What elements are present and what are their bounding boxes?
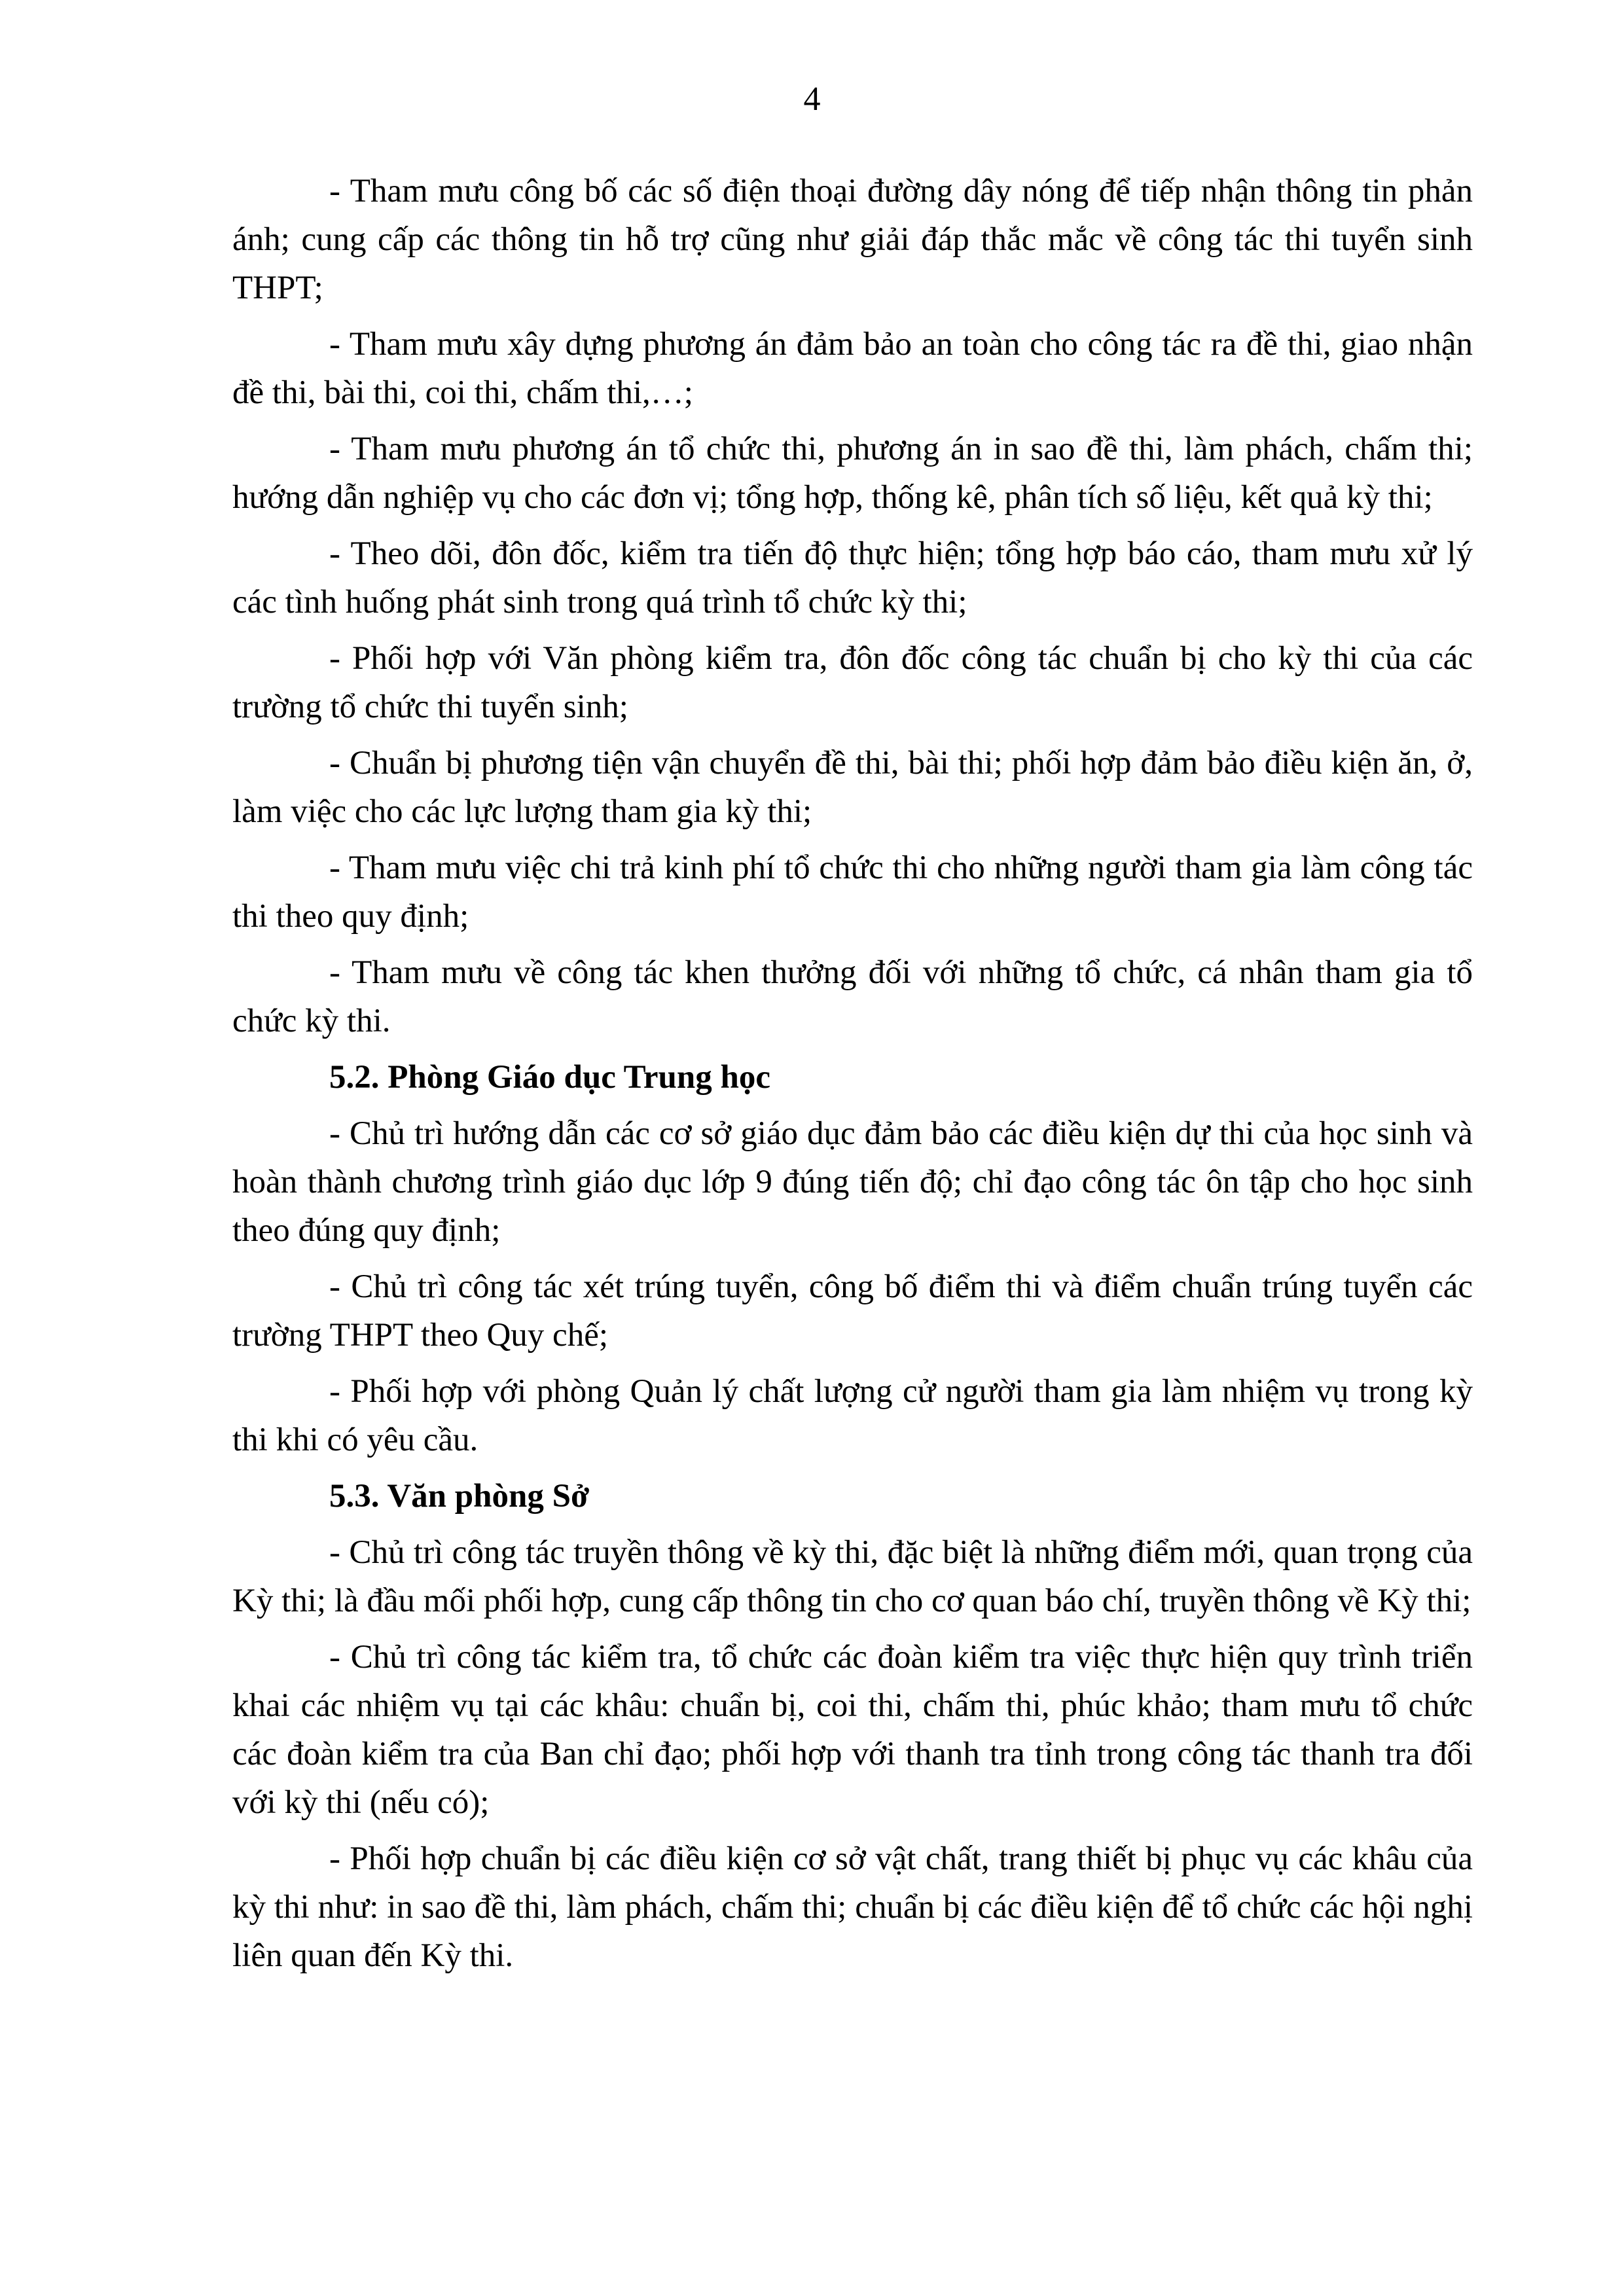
paragraph: - Chủ trì công tác truyền thông về kỳ thi, đặc biệt là những điểm mới, quan trọng của Kỳ thi; là đầu mối phối hợp, cung cấp thông tin cho cơ quan báo chí, truyền thông về Kỳ thi; bbox=[232, 1534, 1473, 1619]
paragraph: - Chủ trì công tác xét trúng tuyển, công bố điểm thi và điểm chuẩn trúng tuyển các trường THPT theo Quy chế; bbox=[232, 1268, 1473, 1354]
paragraph: - Phối hợp với Văn phòng kiểm tra, đôn đốc công tác chuẩn bị cho kỳ thi của các trường tổ chức thi tuyển sinh; bbox=[232, 640, 1473, 725]
page-number: 4 bbox=[803, 81, 821, 118]
paragraph: - Tham mưu việc chi trả kinh phí tổ chức thi cho những người tham gia làm công tác thi theo quy định; bbox=[232, 850, 1473, 935]
paragraph: - Tham mưu xây dựng phương án đảm bảo an toàn cho công tác ra đề thi, giao nhận đề thi, bài thi, coi thi, chấm thi,…; bbox=[232, 326, 1473, 411]
paragraph: - Chuẩn bị phương tiện vận chuyển đề thi, bài thi; phối hợp đảm bảo điều kiện ăn, ở, làm việc cho các lực lượng tham gia kỳ thi; bbox=[232, 745, 1473, 830]
section-heading: 5.3. Văn phòng Sở bbox=[329, 1478, 590, 1515]
paragraph: - Chủ trì hướng dẫn các cơ sở giáo dục đảm bảo các điều kiện dự thi của học sinh và hoàn thành chương trình giáo dục lớp 9 đúng tiến độ; chỉ đạo công tác ôn tập cho học sinh theo đúng quy định; bbox=[232, 1115, 1473, 1249]
paragraph: - Tham mưu về công tác khen thưởng đối với những tổ chức, cá nhân tham gia tổ chức kỳ thi. bbox=[232, 954, 1473, 1039]
paragraph: - Chủ trì công tác kiểm tra, tổ chức các đoàn kiểm tra việc thực hiện quy trình triển khai các nhiệm vụ tại các khâu: chuẩn bị, coi thi, chấm thi, phúc khảo; tham mưu tổ chức các đoàn kiểm tra của Ban chỉ đạo; phối hợp với thanh tra tỉnh trong công tác thanh tra đối với kỳ thi (nếu có); bbox=[232, 1639, 1473, 1821]
paragraph: - Tham mưu phương án tổ chức thi, phương án in sao đề thi, làm phách, chấm thi; hướng dẫn nghiệp vụ cho các đơn vị; tổng hợp, thống kê, phân tích số liệu, kết quả kỳ thi; bbox=[232, 431, 1473, 516]
paragraph: - Phối hợp chuẩn bị các điều kiện cơ sở vật chất, trang thiết bị phục vụ các khâu của kỳ thi như: in sao đề thi, làm phách, chấm thi; chuẩn bị các điều kiện để tổ chức các hội nghị liên quan đến Kỳ thi. bbox=[232, 1840, 1473, 1974]
section-heading: 5.2. Phòng Giáo dục Trung học bbox=[329, 1059, 771, 1096]
paragraph: - Tham mưu công bố các số điện thoại đường dây nóng để tiếp nhận thông tin phản ánh; cung cấp các thông tin hỗ trợ cũng như giải đáp thắc mắc về công tác thi tuyển sinh THPT; bbox=[232, 173, 1473, 306]
paragraph: - Theo dõi, đôn đốc, kiểm tra tiến độ thực hiện; tổng hợp báo cáo, tham mưu xử lý các tình huống phát sinh trong quá trình tổ chức kỳ thi; bbox=[232, 535, 1473, 620]
document-body bbox=[232, 167, 1473, 1988]
paragraph: - Phối hợp với phòng Quản lý chất lượng cử người tham gia làm nhiệm vụ trong kỳ thi khi có yêu cầu. bbox=[232, 1373, 1473, 1458]
